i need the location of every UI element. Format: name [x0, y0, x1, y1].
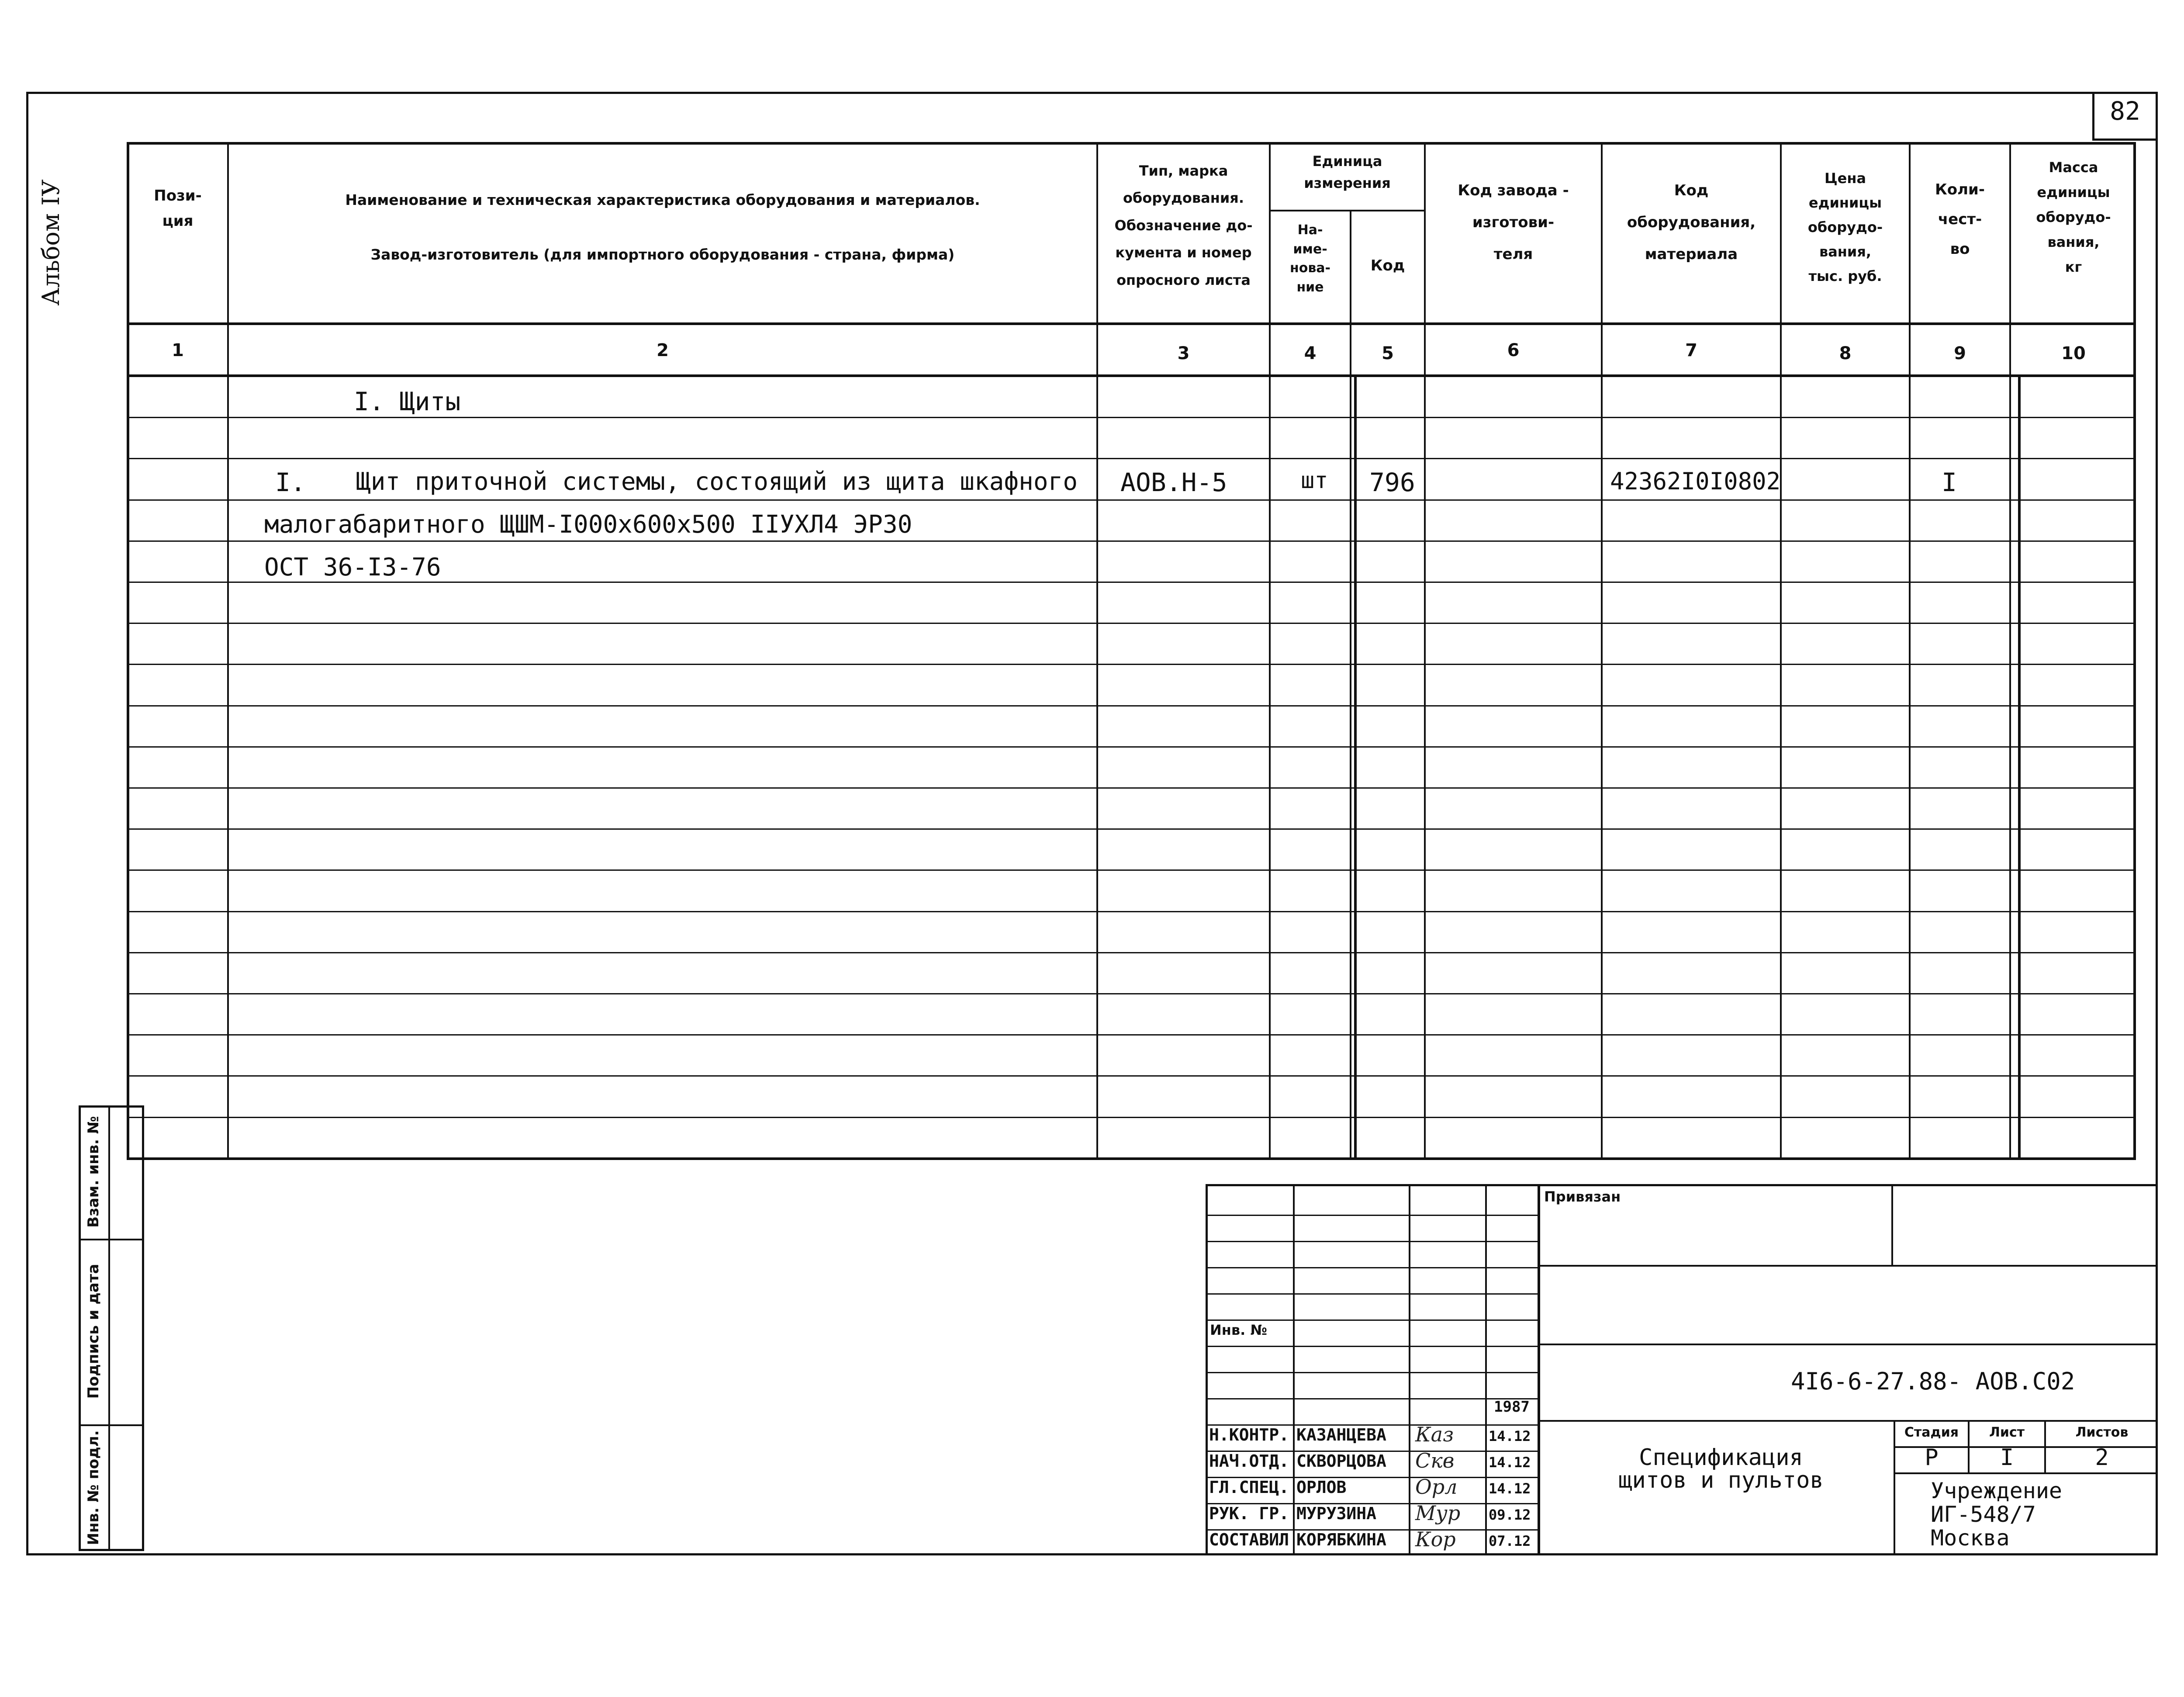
colnum-10: 10	[2061, 343, 2086, 364]
item-name-line3: ОСТ 36-I3-76	[264, 553, 441, 582]
colnum-8: 8	[1839, 343, 1852, 364]
role-title: СОСТАВИЛ	[1209, 1530, 1289, 1549]
header-unit-code: Код	[1370, 257, 1405, 274]
role-name: МУРУЗИНА	[1296, 1504, 1377, 1523]
item-quantity: I	[1942, 468, 1957, 497]
table-row-line	[128, 869, 2136, 871]
role-signature: Мур	[1415, 1501, 1461, 1525]
sheets-value: 2	[2095, 1444, 2109, 1471]
item-unit-name: шт	[1301, 468, 1328, 494]
privyazan-label: Привязан	[1544, 1188, 1621, 1205]
section-title: I. Щиты	[354, 387, 461, 416]
role-signature: Каз	[1415, 1423, 1454, 1446]
role-name: КАЗАНЦЕВА	[1296, 1425, 1386, 1444]
colnum-4: 4	[1304, 343, 1317, 364]
header-name-line2: Завод-изготовитель (для импортного оборудования - страна, фирма)	[370, 246, 955, 263]
header-mass: Масса единицы оборудо- вания, кг	[2036, 159, 2111, 275]
header-type: Тип, марка оборудования. Обозначение до- кумента и номер опросного листа	[1114, 163, 1253, 288]
table-row-line	[128, 582, 2136, 583]
sheet-label: Лист	[1989, 1425, 2025, 1440]
role-title: Н.КОНТР.	[1209, 1425, 1289, 1444]
table-row-line	[128, 787, 2136, 789]
title-block-row-line	[1206, 1215, 1538, 1216]
stage-label: Стадия	[1904, 1425, 1959, 1440]
title-block-row-line	[1206, 1346, 1538, 1347]
header-quantity: Коли- чест- во	[1935, 181, 1985, 258]
table-row-line	[128, 1075, 2136, 1077]
role-title: ГЛ.СПЕЦ.	[1209, 1478, 1289, 1497]
header-unit-name: На- име- нова- ние	[1289, 222, 1331, 295]
table-row-line	[128, 746, 2136, 748]
role-date: 14.12	[1489, 1454, 1531, 1471]
item-position: I.	[275, 468, 306, 497]
table-row-line	[128, 1034, 2136, 1036]
header-factory-code: Код завода - изготови- теля	[1458, 182, 1569, 263]
table-row-line	[128, 911, 2136, 912]
role-name: СКВОРЦОВА	[1296, 1451, 1386, 1471]
sheet-value: I	[2000, 1444, 2014, 1471]
role-signature: Скв	[1415, 1449, 1455, 1472]
table-row-line	[128, 993, 2136, 994]
sheets-label: Листов	[2075, 1425, 2129, 1440]
header-equipment-code: Код оборудования, материала	[1627, 182, 1756, 263]
stage-value: Р	[1925, 1444, 1939, 1471]
header-name-line1: Наименование и техническая характеристика оборудования и материалов.	[345, 191, 980, 208]
colnum-2: 2	[657, 340, 669, 360]
item-name-line1: Щит приточной системы, состоящий из щита шкафного	[356, 468, 1078, 496]
inv-no-label: Инв. №	[1210, 1322, 1267, 1338]
colnum-1: 1	[172, 340, 184, 360]
spec-table	[127, 142, 2136, 1160]
colnum-3: 3	[1177, 343, 1190, 364]
title-block-row-line	[1206, 1267, 1538, 1268]
title-block-row-line	[1206, 1241, 1538, 1242]
item-name-line2: малогабаритного ЩШМ-I000х600х500 IIУХЛ4 ЭР30	[264, 510, 912, 539]
table-row-line	[128, 499, 2136, 501]
item-type: АОВ.Н-5	[1120, 468, 1227, 497]
role-signature: Кор	[1415, 1527, 1456, 1551]
role-date: 14.12	[1489, 1480, 1531, 1497]
table-row-line	[128, 828, 2136, 830]
table-row-line	[128, 705, 2136, 707]
header-unit-group: Единица измерения	[1304, 153, 1391, 191]
title-block-row-line	[1206, 1398, 1538, 1399]
table-row-line	[128, 1117, 2136, 1118]
table-row-line	[128, 664, 2136, 665]
item-equipment-code: 42362I0I0802	[1610, 468, 1781, 495]
colnum-6: 6	[1507, 340, 1520, 360]
page-number: 82	[2110, 96, 2140, 126]
table-row-line	[128, 417, 2136, 418]
table-row-line	[128, 1158, 2136, 1159]
role-date: 09.12	[1489, 1507, 1531, 1523]
table-row-line	[128, 623, 2136, 624]
table-row-line	[128, 458, 2136, 459]
role-name: ОРЛОВ	[1296, 1478, 1347, 1497]
role-name: КОРЯБКИНА	[1296, 1530, 1386, 1549]
side-stamp-podpis: Подпись и дата	[85, 1264, 102, 1399]
side-stamp-inv: Инв. № подл.	[85, 1430, 102, 1545]
doc-code: 4I6-6-27.88- АОВ.С02	[1791, 1368, 2075, 1395]
table-row-line	[128, 540, 2136, 542]
album-label: Альбом IУ	[37, 179, 65, 306]
organization: Учреждение ИГ-548/7 Москва	[1931, 1478, 2063, 1551]
role-date: 14.12	[1489, 1428, 1531, 1444]
colnum-7: 7	[1685, 340, 1697, 360]
role-title: РУК. ГР.	[1209, 1504, 1289, 1523]
side-stamp-vzam: Взам. инв. №	[85, 1116, 102, 1228]
table-row-line	[128, 952, 2136, 953]
year: 1987	[1494, 1398, 1530, 1416]
role-date: 07.12	[1489, 1533, 1531, 1549]
colnum-9: 9	[1954, 343, 1966, 364]
header-price: Цена единицы оборудо- вания, тыс. руб.	[1807, 170, 1883, 284]
colnum-5: 5	[1382, 343, 1394, 364]
document-title: Спецификация щитов и пультов	[1618, 1444, 1824, 1493]
title-block-row-line	[1206, 1372, 1538, 1373]
role-title: НАЧ.ОТД.	[1209, 1451, 1289, 1471]
header-position: Пози- ция	[154, 187, 202, 230]
role-signature: Орл	[1415, 1475, 1458, 1499]
title-block-row-line	[1206, 1293, 1538, 1295]
item-unit-code: 796	[1369, 468, 1415, 497]
